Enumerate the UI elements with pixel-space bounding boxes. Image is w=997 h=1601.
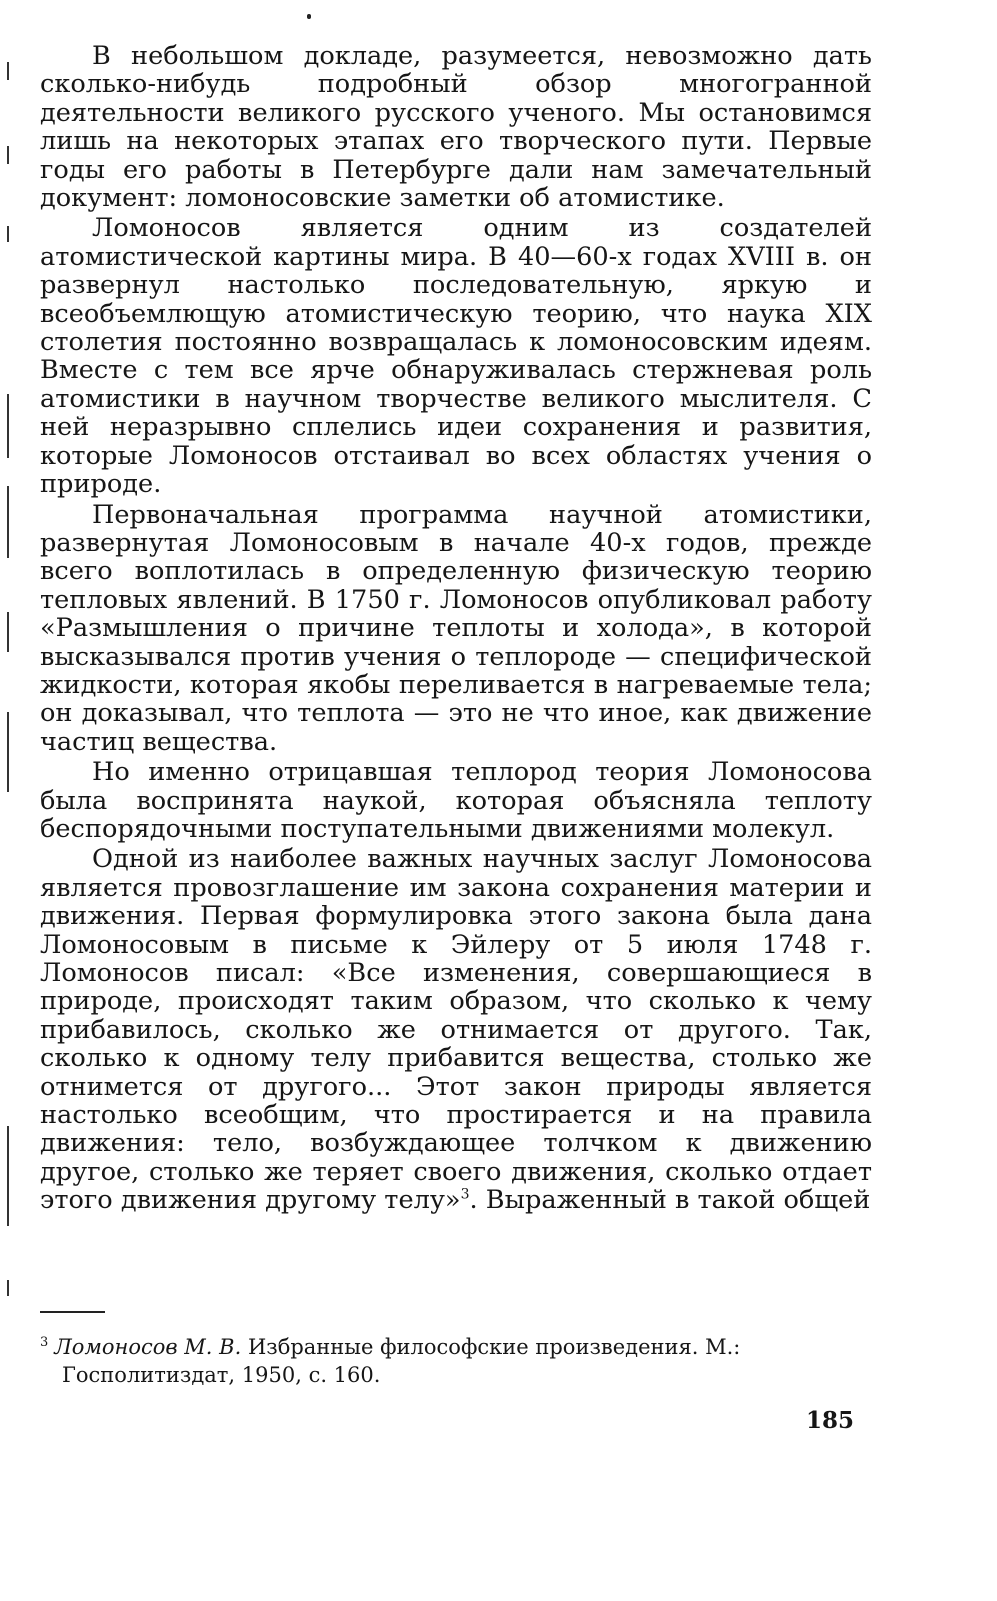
paragraph: Но именно отрицавшая теплород теория Ломоносова была воспринята наукой, которая объясняла теплоту беспорядочными поступательными движениями молекул. bbox=[40, 757, 872, 844]
footnote-separator bbox=[40, 1311, 105, 1313]
paragraph: Ломоносов является одним из создателей атомистической картины мира. В 40—60-х годах XVIII в. он развернул настолько последовательную, яркую и всеобъемлющую атомистическую теорию, что наука XIX столетия постоянно возвращалась к ломоносовским идеям. Вместе с тем все ярче обнаруживалась стержневая роль атомистики в научном творчестве великого мыслителя. С ней неразрывно сплелись идеи сохранения и развития, которые Ломоносов отстаивал во всех областях учения о природе. bbox=[40, 213, 872, 500]
footnote-author: Ломоносов М. В. bbox=[54, 1335, 242, 1359]
scan-edge-mark bbox=[7, 394, 9, 458]
paragraph: В небольшом докладе, разумеется, невозможно дать сколько-нибудь подробный обзор многогранной деятельности великого русского ученого. Мы остановимся лишь на некоторых этапах его творческого пути. Первые годы его работы в Петербурге дали нам замечательный документ: ломоносовские заметки об атомистике. bbox=[40, 41, 872, 214]
paragraph-text: Одной из наиболее важных научных заслуг Ломоносова является провозглашение им закона сохранения материи и движения. Первая формулировка этого закона была дана Ломоносовым в письме к Эйлеру от 5 июля 1748 г. Ломоносов писал: «Все изменения, совершающиеся в природе, происходят таким образом, что сколько к чему прибавилось, сколько же отнимается от другого. Так, сколько к одному телу прибавится вещества, столько же отнимется от другого... Этот закон природы является настолько всеобщим, что простирается и на правила движения: тело, возбуждающее толчком к движению другое, столько же теряет своего движения, сколько отдает этого движения другому телу» bbox=[40, 844, 872, 1216]
footnote-text: Избранные философские произведения. М.: bbox=[247, 1335, 741, 1359]
scan-edge-mark bbox=[7, 612, 9, 652]
footnote-text-continued: Госполитиздат, 1950, с. 160. bbox=[62, 1363, 381, 1387]
print-mark bbox=[307, 14, 311, 19]
paragraph bbox=[40, 845, 872, 1214]
paragraph-continuation: . Выраженный в такой общей bbox=[469, 1185, 871, 1216]
paragraph: Первоначальная программа научной атомистики, развернутая Ломоносовым в начале 40-х годов, прежде всего воплотилась в определенную физическую теорию тепловых явлений. В 1750 г. Ломоносов опубликовал работу «Размышления о причине теплоты и холода», в которой высказывался против учения о теплороде — специфической жидкости, которая якобы переливается в нагреваемые тела; он доказывал, что теплота — это не что иное, как движение частиц вещества. bbox=[40, 499, 872, 757]
body-text bbox=[40, 42, 872, 1217]
scan-edge-mark bbox=[7, 146, 9, 164]
scan-edge-mark bbox=[7, 1280, 9, 1296]
scan-edge-mark bbox=[7, 62, 9, 80]
scan-edge-mark bbox=[7, 226, 9, 242]
scan-edge-mark bbox=[7, 486, 9, 558]
scan-edge-mark bbox=[7, 712, 9, 792]
page-number: 185 bbox=[806, 1407, 855, 1434]
footnote-line bbox=[40, 1329, 872, 1361]
footnote bbox=[40, 1329, 872, 1389]
scan-edge-mark bbox=[7, 1126, 9, 1226]
footnote-reference[interactable]: 3 bbox=[460, 1186, 470, 1203]
footnote-number: 3 bbox=[40, 1335, 49, 1350]
